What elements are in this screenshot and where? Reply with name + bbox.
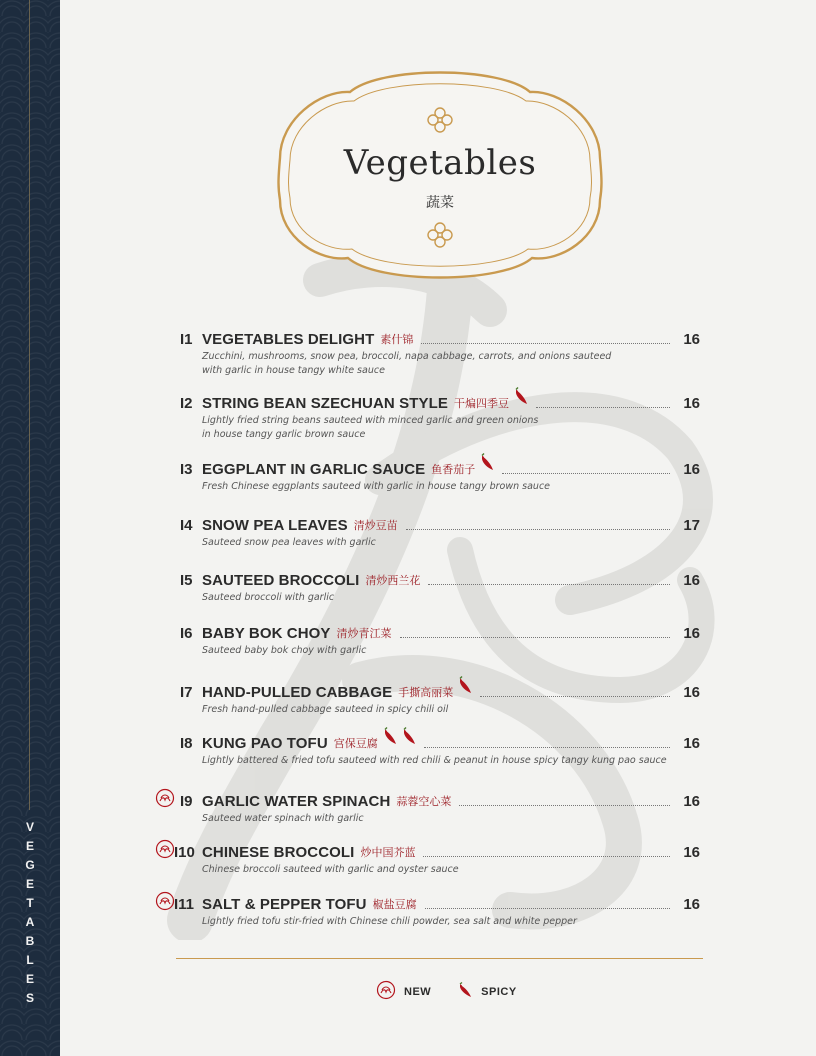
menu-item-chinese-name: 蒜蓉空心菜 xyxy=(396,795,452,808)
menu-item-price: 16 xyxy=(683,625,700,642)
new-icon xyxy=(155,788,175,812)
description-line: Zucchini, mushrooms, snow pea, broccoli, napa cabbage, carrots, and onions sauteed xyxy=(202,351,612,362)
dot-leader xyxy=(423,856,670,857)
menu-item-name: SNOW PEA LEAVES xyxy=(202,517,348,534)
menu-item-description xyxy=(202,644,682,658)
legend-spicy-label: SPICY xyxy=(481,986,517,998)
sidebar-divider-top xyxy=(29,0,30,810)
dot-leader xyxy=(406,529,670,530)
menu-item-header xyxy=(150,514,700,534)
menu-item-price: 16 xyxy=(683,896,700,913)
menu-item-chinese-name: 宫保豆腐 xyxy=(333,737,378,750)
menu-item-code: I1 xyxy=(180,331,193,348)
description-line: Sauteed broccoli with garlic xyxy=(202,592,335,603)
menu-item-header xyxy=(150,681,700,701)
new-badge-slot xyxy=(150,514,180,534)
menu-item-header xyxy=(150,392,700,412)
menu-item-header xyxy=(150,458,700,478)
menu-item-name: SALT & PEPPER TOFU xyxy=(202,896,367,913)
dot-leader xyxy=(459,805,670,806)
menu-item-name: EGGPLANT IN GARLIC SAUCE xyxy=(202,461,426,478)
new-badge-slot xyxy=(150,681,180,701)
new-badge-slot xyxy=(150,392,180,412)
menu-item-description xyxy=(202,754,682,768)
menu-item-header xyxy=(150,790,700,810)
menu-item-price: 16 xyxy=(683,684,700,701)
menu-item-price: 17 xyxy=(683,517,700,534)
sidebar-section-label: VEGETABLES xyxy=(23,820,37,1010)
chili-pepper-icon xyxy=(401,727,416,749)
menu-item-chinese-name: 鱼香茄子 xyxy=(431,463,476,476)
menu-item-code: I9 xyxy=(180,793,193,810)
new-badge-slot xyxy=(150,569,180,589)
footer-divider xyxy=(176,958,703,959)
description-line: Sauteed baby bok choy with garlic xyxy=(202,645,367,656)
new-badge-slot xyxy=(150,732,180,752)
menu-item xyxy=(150,681,700,717)
description-line: Chinese broccoli sauteed with garlic and oyster sauce xyxy=(202,864,459,875)
dot-leader xyxy=(536,407,670,408)
menu-item-chinese-name: 炒中国芥蓝 xyxy=(360,846,416,859)
menu-item xyxy=(150,732,700,768)
menu-item-code: I8 xyxy=(180,735,193,752)
menu-item-description xyxy=(202,703,682,717)
sidebar xyxy=(0,0,60,1056)
menu-item-description xyxy=(202,480,682,494)
menu-item-price: 16 xyxy=(683,793,700,810)
menu-item-price: 16 xyxy=(683,395,700,412)
menu-item-price: 16 xyxy=(683,572,700,589)
menu-item-price: 16 xyxy=(683,735,700,752)
menu-item-chinese-name: 清炒豆苗 xyxy=(353,519,398,532)
new-badge-slot xyxy=(150,458,180,478)
description-line: Lightly battered & fried tofu sauteed with red chili & peanut in house spicy tangy kung pao sauce xyxy=(202,755,667,766)
legend xyxy=(376,980,517,1004)
menu-item-code: I5 xyxy=(180,572,193,589)
chili-pepper-icon xyxy=(382,727,397,749)
menu-item-price: 16 xyxy=(683,331,700,348)
menu-item xyxy=(150,392,700,441)
dot-leader xyxy=(502,473,670,474)
menu-item xyxy=(150,328,700,377)
new-icon xyxy=(376,980,396,1004)
menu-item-code: I7 xyxy=(180,684,193,701)
menu-item xyxy=(150,458,700,494)
chili-pepper-icon xyxy=(513,387,528,409)
new-icon xyxy=(155,891,175,915)
menu-item xyxy=(150,569,700,605)
description-line: Fresh Chinese eggplants sauteed with garlic in house tangy brown sauce xyxy=(202,481,551,492)
menu-item-code: I6 xyxy=(180,625,193,642)
menu-item-name: GARLIC WATER SPINACH xyxy=(202,793,391,810)
menu-item-name: BABY BOK CHOY xyxy=(202,625,331,642)
menu-item xyxy=(150,893,700,929)
menu-item-name: KUNG PAO TOFU xyxy=(202,735,328,752)
description-line: Lightly fried tofu stir-fried with Chinese chili powder, sea salt and white pepper xyxy=(202,916,577,927)
menu-item-header xyxy=(150,569,700,589)
menu-item-description xyxy=(202,915,682,929)
menu-item-price: 16 xyxy=(683,844,700,861)
menu-item-description xyxy=(202,536,682,550)
menu-item-name: VEGETABLES DELIGHT xyxy=(202,331,375,348)
menu-item xyxy=(150,790,700,826)
menu-item-code: I4 xyxy=(180,517,193,534)
menu-item xyxy=(150,841,700,877)
menu-item-description xyxy=(202,414,682,441)
menu-item-header xyxy=(150,841,700,861)
menu-item-description xyxy=(202,812,682,826)
description-line: with garlic in house tangy white sauce xyxy=(202,364,385,376)
menu-item-header xyxy=(150,328,700,348)
menu-item-header xyxy=(150,622,700,642)
dot-leader xyxy=(424,747,670,748)
menu-item-code: I10 xyxy=(174,844,195,861)
menu-item-chinese-name: 干煸四季豆 xyxy=(453,397,509,410)
description-line: Fresh hand-pulled cabbage sauteed in spicy chili oil xyxy=(202,704,449,715)
new-icon xyxy=(155,839,175,863)
menu-item-description xyxy=(202,863,682,877)
description-line: Lightly fried string beans sauteed with minced garlic and green onions xyxy=(202,415,539,426)
menu-item-code: I2 xyxy=(180,395,193,412)
menu-item-chinese-name: 素什锦 xyxy=(380,333,414,346)
new-badge-slot xyxy=(150,622,180,642)
description-line: Sauteed snow pea leaves with garlic xyxy=(202,537,376,548)
menu-item-code: I3 xyxy=(180,461,193,478)
menu-item xyxy=(150,514,700,550)
menu-item-name: HAND-PULLED CABBAGE xyxy=(202,684,393,701)
page-title: Vegetables xyxy=(343,143,537,183)
menu-item-chinese-name: 清炒青江菜 xyxy=(336,627,392,640)
menu-item-chinese-name: 清炒西兰花 xyxy=(365,574,421,587)
legend-new-label: NEW xyxy=(404,986,432,998)
description-line: in house tangy garlic brown sauce xyxy=(202,428,366,440)
new-badge-slot xyxy=(150,328,180,348)
menu-item-price: 16 xyxy=(683,461,700,478)
menu-item-chinese-name: 椒盐豆腐 xyxy=(372,898,417,911)
chili-pepper-icon xyxy=(457,676,472,698)
description-line: Sauteed water spinach with garlic xyxy=(202,813,364,824)
dot-leader xyxy=(400,637,670,638)
new-badge-slot xyxy=(150,790,180,810)
menu-item-name: CHINESE BROCCOLI xyxy=(202,844,355,861)
dot-leader xyxy=(480,696,670,697)
menu-item xyxy=(150,622,700,658)
menu-item-code: I11 xyxy=(174,896,195,913)
menu-item-chinese-name: 手撕高丽菜 xyxy=(398,686,454,699)
menu-item-description xyxy=(202,350,682,377)
page-subtitle-chinese: 蔬菜 xyxy=(426,195,454,211)
menu-item-header xyxy=(150,893,700,913)
dot-leader xyxy=(421,343,670,344)
dot-leader xyxy=(428,584,670,585)
menu-item-name: SAUTEED BROCCOLI xyxy=(202,572,360,589)
chili-pepper-icon xyxy=(457,982,473,1002)
menu-item-name: STRING BEAN SZECHUAN STYLE xyxy=(202,395,448,412)
menu-item-header xyxy=(150,732,700,752)
menu-item-description xyxy=(202,591,682,605)
chili-pepper-icon xyxy=(479,453,494,475)
dot-leader xyxy=(425,908,670,909)
